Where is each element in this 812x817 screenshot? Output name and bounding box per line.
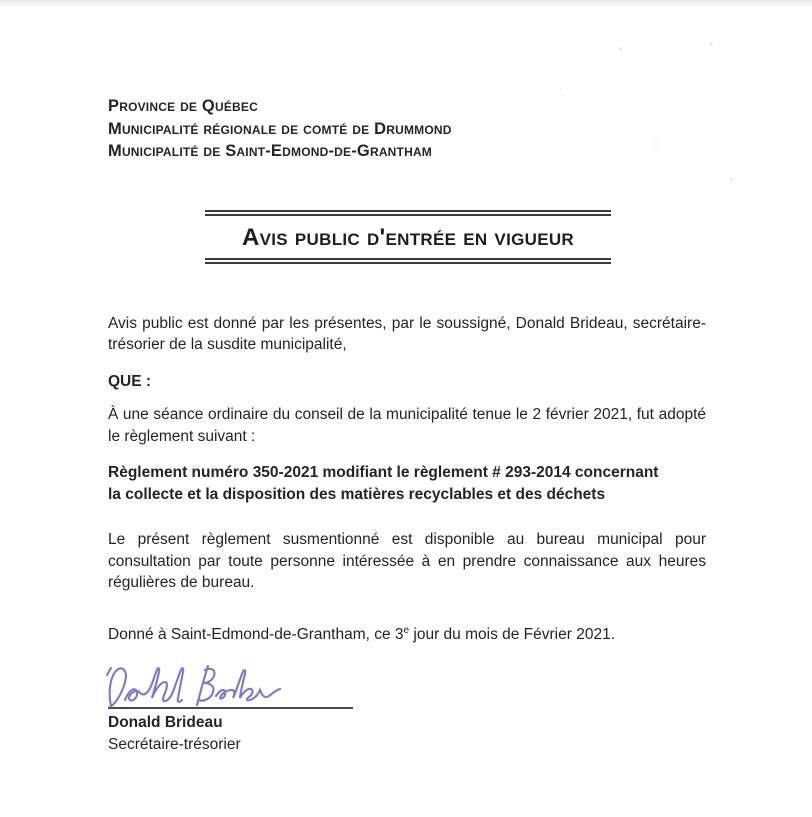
paragraph-disponibilite: Le présent règlement susmentionné est disponible au bureau municipal pour consultation par toute personne intéressée à en prendre connaissance aux heures régulières de bureau. (108, 531, 706, 591)
header-municipality: Municipalité de Saint-Edmond-de-Grantham (108, 142, 433, 160)
paragraph-reglement: Règlement numéro 350-2021 modifiant le règlement # 293-2014 concernant la collecte et la disposition des matières recyclables et des déchets (108, 464, 659, 503)
page-title: Avis public d'entrée en vigueur (242, 223, 574, 251)
signature-ink (104, 663, 284, 709)
paragraph-donne (108, 624, 706, 646)
title-rule-bottom (205, 258, 611, 264)
donne-text-suffix: jour du mois de Février 2021. (409, 625, 615, 643)
signature-line (108, 707, 353, 709)
document-content (108, 95, 706, 755)
paragraph-seance: À une séance ordinaire du conseil de la municipalité tenue le 2 février 2021, fut adopté le règlement suivant : (108, 406, 706, 445)
title-banner (205, 210, 611, 264)
header-mrc: Municipalité régionale de comté de Drummond (108, 119, 452, 138)
donne-text-prefix: Donné à Saint-Edmond-de-Grantham, ce 3 (108, 625, 404, 643)
document-header (108, 95, 706, 163)
donne-superscript: e (403, 624, 410, 636)
signatory-role: Secrétaire-trésorier (108, 736, 241, 753)
signatory-name: Donald Brideau (108, 714, 223, 731)
page-top-shadow (0, 0, 812, 7)
paragraph-intro: Avis public est donné par les présentes, par le soussigné, Donald Brideau, secrétaire-trésorier de la susdite municipalité, (108, 314, 706, 353)
header-province: Province de Québec (108, 97, 258, 115)
paragraph-que: QUE : (108, 372, 152, 390)
scan-noise-specks (560, 88, 562, 90)
